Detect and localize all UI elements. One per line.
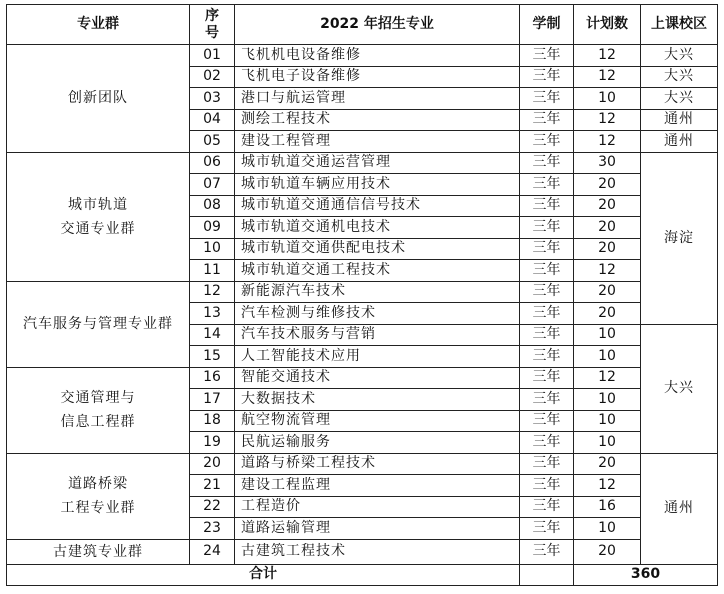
duration-cell: 三年 xyxy=(520,152,574,174)
major-cell: 民航运输服务 xyxy=(235,432,520,454)
duration-cell: 三年 xyxy=(520,324,574,346)
table-row xyxy=(7,367,718,389)
major-cell: 大数据技术 xyxy=(235,389,520,411)
plan-cell: 10 xyxy=(574,324,641,346)
major-cell: 城市轨道交通通信信号技术 xyxy=(235,195,520,217)
campus-cell: 大兴 xyxy=(641,324,718,453)
campus-cell: 大兴 xyxy=(641,45,718,67)
major-cell: 汽车技术服务与营销 xyxy=(235,324,520,346)
seq-cell: 09 xyxy=(190,217,235,239)
table-row xyxy=(7,539,718,564)
plan-cell: 20 xyxy=(574,238,641,260)
major-cell: 道路与桥梁工程技术 xyxy=(235,453,520,475)
duration-cell: 三年 xyxy=(520,281,574,303)
duration-cell: 三年 xyxy=(520,238,574,260)
major-cell: 建设工程管理 xyxy=(235,131,520,153)
duration-cell: 三年 xyxy=(520,367,574,389)
duration-cell: 三年 xyxy=(520,389,574,411)
major-cell: 城市轨道交通运营管理 xyxy=(235,152,520,174)
campus-cell: 通州 xyxy=(641,453,718,564)
seq-cell: 01 xyxy=(190,45,235,67)
group-cell: 创新团队 xyxy=(7,45,190,153)
plan-cell: 10 xyxy=(574,389,641,411)
duration-cell: 三年 xyxy=(520,518,574,540)
plan-cell: 20 xyxy=(574,453,641,475)
duration-cell: 三年 xyxy=(520,217,574,239)
major-cell: 道路运输管理 xyxy=(235,518,520,540)
duration-cell: 三年 xyxy=(520,174,574,196)
duration-cell: 三年 xyxy=(520,496,574,518)
total-row xyxy=(7,564,718,585)
major-cell: 港口与航运管理 xyxy=(235,88,520,110)
duration-cell: 三年 xyxy=(520,66,574,88)
major-cell: 城市轨道交通机电技术 xyxy=(235,217,520,239)
duration-cell: 三年 xyxy=(520,45,574,67)
seq-cell: 06 xyxy=(190,152,235,174)
campus-cell: 通州 xyxy=(641,109,718,131)
seq-cell: 19 xyxy=(190,432,235,454)
seq-cell: 04 xyxy=(190,109,235,131)
seq-cell: 24 xyxy=(190,539,235,564)
campus-cell: 海淀 xyxy=(641,152,718,324)
header-duration: 学制 xyxy=(520,5,574,45)
plan-cell: 10 xyxy=(574,346,641,368)
header-campus: 上课校区 xyxy=(641,5,718,45)
plan-cell: 12 xyxy=(574,260,641,282)
seq-cell: 07 xyxy=(190,174,235,196)
campus-cell: 通州 xyxy=(641,131,718,153)
major-cell: 工程造价 xyxy=(235,496,520,518)
major-cell: 城市轨道交通供配电技术 xyxy=(235,238,520,260)
major-cell: 城市轨道交通工程技术 xyxy=(235,260,520,282)
seq-cell: 16 xyxy=(190,367,235,389)
duration-cell: 三年 xyxy=(520,109,574,131)
seq-cell: 17 xyxy=(190,389,235,411)
table-row xyxy=(7,152,718,174)
seq-cell: 15 xyxy=(190,346,235,368)
group-cell: 交通管理与 信息工程群 xyxy=(7,367,190,453)
group-cell: 古建筑专业群 xyxy=(7,539,190,564)
table-row xyxy=(7,45,718,67)
duration-cell: 三年 xyxy=(520,88,574,110)
total-value: 360 xyxy=(574,564,718,585)
major-cell: 人工智能技术应用 xyxy=(235,346,520,368)
duration-cell: 三年 xyxy=(520,539,574,564)
seq-cell: 08 xyxy=(190,195,235,217)
header-seq: 序 号 xyxy=(190,5,235,45)
plan-cell: 20 xyxy=(574,303,641,325)
total-duration-empty xyxy=(520,564,574,585)
duration-cell: 三年 xyxy=(520,475,574,497)
plan-cell: 12 xyxy=(574,475,641,497)
plan-cell: 16 xyxy=(574,496,641,518)
plan-cell: 30 xyxy=(574,152,641,174)
plan-cell: 10 xyxy=(574,88,641,110)
seq-cell: 05 xyxy=(190,131,235,153)
major-cell: 城市轨道车辆应用技术 xyxy=(235,174,520,196)
seq-cell: 18 xyxy=(190,410,235,432)
enrollment-plan-table xyxy=(6,4,718,586)
seq-cell: 21 xyxy=(190,475,235,497)
header-plan: 计划数 xyxy=(574,5,641,45)
table-header-row xyxy=(7,5,718,45)
plan-cell: 20 xyxy=(574,281,641,303)
seq-cell: 23 xyxy=(190,518,235,540)
plan-cell: 20 xyxy=(574,195,641,217)
group-cell: 道路桥梁 工程专业群 xyxy=(7,453,190,539)
duration-cell: 三年 xyxy=(520,453,574,475)
plan-cell: 12 xyxy=(574,45,641,67)
seq-cell: 03 xyxy=(190,88,235,110)
header-major: 2022 年招生专业 xyxy=(235,5,520,45)
table-row xyxy=(7,453,718,475)
plan-cell: 10 xyxy=(574,518,641,540)
seq-cell: 02 xyxy=(190,66,235,88)
major-cell: 新能源汽车技术 xyxy=(235,281,520,303)
major-cell: 智能交通技术 xyxy=(235,367,520,389)
major-cell: 航空物流管理 xyxy=(235,410,520,432)
header-group: 专业群 xyxy=(7,5,190,45)
total-label: 合计 xyxy=(7,564,520,585)
duration-cell: 三年 xyxy=(520,410,574,432)
group-cell: 城市轨道 交通专业群 xyxy=(7,152,190,281)
plan-cell: 10 xyxy=(574,432,641,454)
seq-cell: 10 xyxy=(190,238,235,260)
major-cell: 飞机机电设备维修 xyxy=(235,45,520,67)
campus-cell: 大兴 xyxy=(641,88,718,110)
plan-cell: 20 xyxy=(574,174,641,196)
major-cell: 飞机电子设备维修 xyxy=(235,66,520,88)
seq-cell: 13 xyxy=(190,303,235,325)
major-cell: 古建筑工程技术 xyxy=(235,539,520,564)
plan-cell: 12 xyxy=(574,367,641,389)
duration-cell: 三年 xyxy=(520,303,574,325)
duration-cell: 三年 xyxy=(520,346,574,368)
seq-cell: 11 xyxy=(190,260,235,282)
plan-cell: 12 xyxy=(574,131,641,153)
plan-cell: 10 xyxy=(574,410,641,432)
plan-cell: 20 xyxy=(574,539,641,564)
major-cell: 测绘工程技术 xyxy=(235,109,520,131)
seq-cell: 22 xyxy=(190,496,235,518)
seq-cell: 20 xyxy=(190,453,235,475)
duration-cell: 三年 xyxy=(520,131,574,153)
campus-cell: 大兴 xyxy=(641,66,718,88)
major-cell: 建设工程监理 xyxy=(235,475,520,497)
seq-cell: 14 xyxy=(190,324,235,346)
seq-cell: 12 xyxy=(190,281,235,303)
major-cell: 汽车检测与维修技术 xyxy=(235,303,520,325)
duration-cell: 三年 xyxy=(520,432,574,454)
plan-cell: 12 xyxy=(574,66,641,88)
duration-cell: 三年 xyxy=(520,195,574,217)
group-cell: 汽车服务与管理专业群 xyxy=(7,281,190,367)
plan-cell: 20 xyxy=(574,217,641,239)
plan-cell: 12 xyxy=(574,109,641,131)
duration-cell: 三年 xyxy=(520,260,574,282)
table-row xyxy=(7,281,718,303)
